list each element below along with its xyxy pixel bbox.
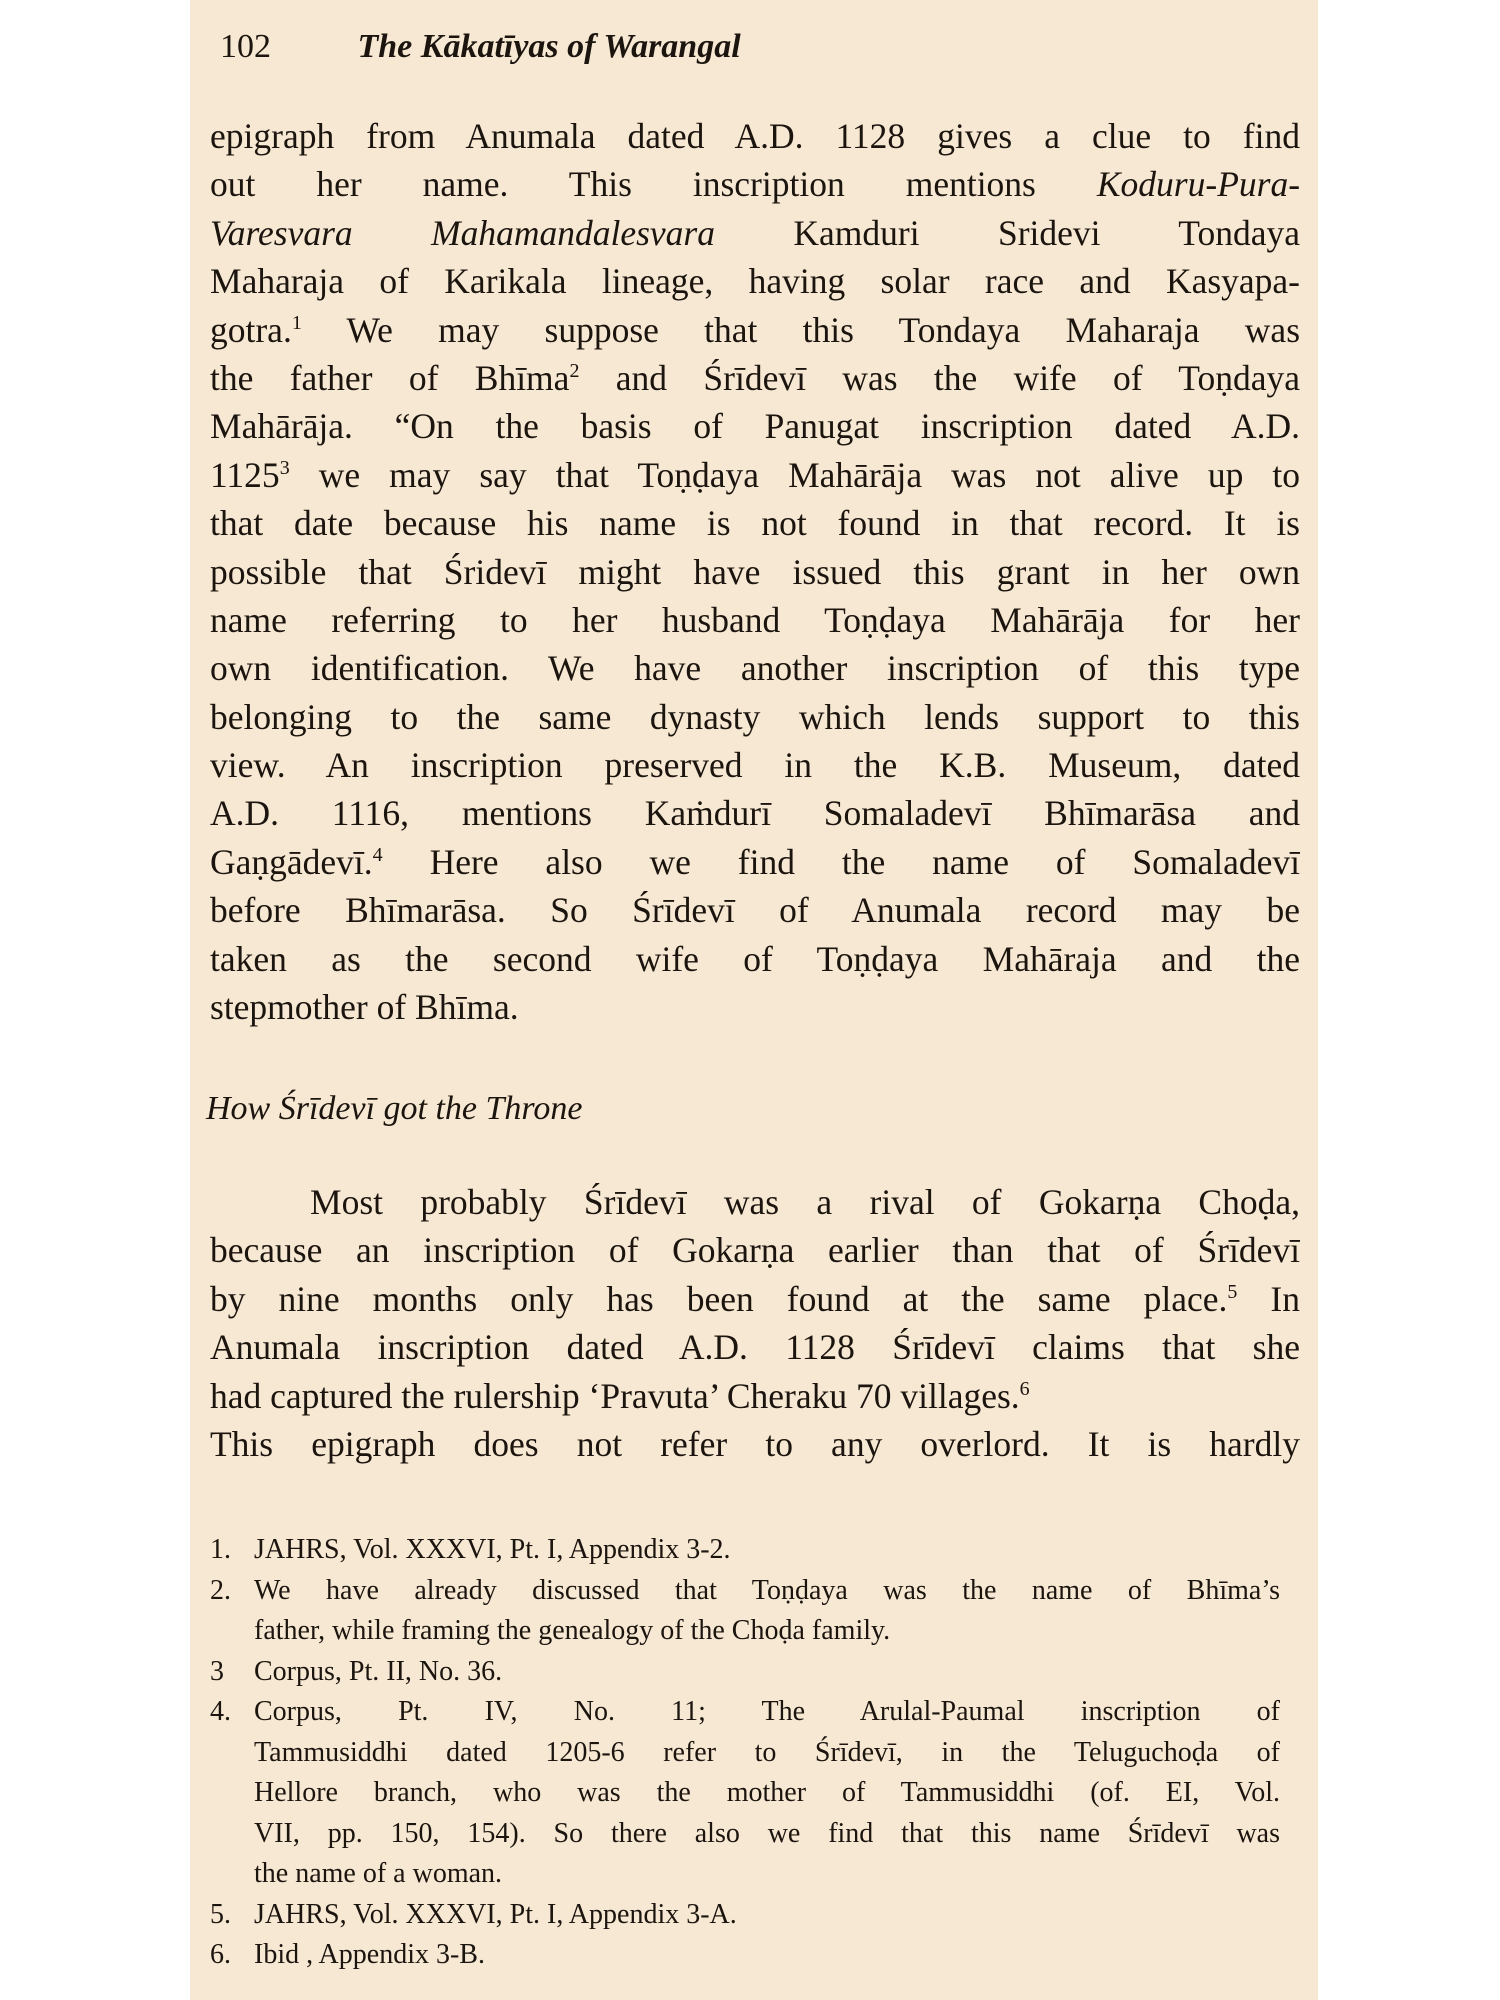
text-line: A.D. 1116, mentions Kaṁdurī Somaladevī Bhīmarāsa and bbox=[210, 793, 1300, 834]
footnote: 3 Corpus, Pt. II, No. 36. bbox=[210, 1655, 503, 1687]
text-line: gotra.$^1$ We may suppose that this Tondaya Maharaja was bbox=[210, 309, 1300, 350]
text-line: Anumala inscription dated A.D. 1128 Śrīdevī claims that she bbox=[210, 1327, 1300, 1368]
page-number: 102 bbox=[220, 28, 271, 65]
footnote-ref: 6 bbox=[1019, 1377, 1030, 1400]
footnote-ref: 2 bbox=[569, 360, 580, 383]
paragraph-1 bbox=[210, 112, 1300, 1031]
footnote: 4. Corpus, Pt. IV, No. 11; The Arulal-Paumal inscription of Tammusiddhi dated 1205-6 refer to Śrīdevī, in the Teluguchoḍa of Hellore branch, who was the mother of Tammusiddhi (of. EI, Vol. VII, pp. 150, 154). So there also we find that this name Śrīdevī was the name of a woman. bbox=[210, 1696, 1280, 1889]
text-line: own identification. We have another inscription of this type bbox=[210, 648, 1300, 689]
text-line: Varesvara Mahamandalesvara Kamduri Sridevi Tondaya bbox=[210, 212, 1300, 253]
text-line: taken as the second wife of Toṇḍaya Mahāraja and the bbox=[210, 938, 1300, 979]
book-page bbox=[190, 0, 1318, 2000]
footnote-ref: 1 bbox=[291, 311, 302, 334]
footnotes bbox=[210, 1530, 1280, 1976]
text-line: before Bhīmarāsa. So Śrīdevī of Anumala record may be bbox=[210, 890, 1300, 931]
text-line: the father of Bhīma$^2$ and Śrīdevī was the wife of Toṇdaya bbox=[210, 357, 1300, 398]
text-line: This epigraph does not refer to any overlord. It is hardly bbox=[210, 1423, 1300, 1464]
footnote: 5. JAHRS, Vol. XXXVI, Pt. I, Appendix 3-A. bbox=[210, 1898, 737, 1930]
section-heading: How Śrīdevī got the Throne bbox=[206, 1090, 583, 1127]
page-header bbox=[220, 28, 741, 66]
text-line: epigraph from Anumala dated A.D. 1128 gives a clue to find bbox=[210, 116, 1300, 156]
text-line: belonging to the same dynasty which lends support to this bbox=[210, 696, 1300, 737]
footnote: 1. JAHRS, Vol. XXXVI, Pt. I, Appendix 3-2. bbox=[210, 1534, 731, 1565]
text-line: name referring to her husband Toṇḍaya Mahārāja for her bbox=[210, 599, 1300, 640]
footnote-ref: 5 bbox=[1227, 1280, 1238, 1303]
text-line: view. An inscription preserved in the K.B. Museum, dated bbox=[210, 745, 1300, 786]
text-line: Maharaja of Karikala lineage, having solar race and Kasyapa- bbox=[210, 261, 1300, 302]
text-line: stepmother of Bhīma. bbox=[210, 987, 519, 1028]
footnote: 6. Ibid , Appendix 3-B. bbox=[210, 1939, 485, 1970]
text-line: possible that Śridevī might have issued this grant in her own bbox=[210, 551, 1300, 592]
text-line: 1125$^3$ we may say that Toṇḍaya Mahārāja was not alive up to bbox=[210, 454, 1300, 495]
text-line: Mahārāja. “On the basis of Panugat inscription dated A.D. bbox=[210, 406, 1300, 447]
text-line: had captured the rulership ‘Pravuta’ Cheraku 70 villages.$^6$ bbox=[210, 1375, 1030, 1416]
text-line: by nine months only has been found at the same place.$^5$ In bbox=[210, 1278, 1300, 1319]
paragraph-2 bbox=[210, 1178, 1300, 1468]
text-line: out her name. This inscription mentions Koduru-Pura- bbox=[210, 164, 1300, 205]
text-line: Most probably Śrīdevī was a rival of Gokarṇa Choḍa, bbox=[310, 1182, 1300, 1222]
text-line: because an inscription of Gokarṇa earlier than that of Śrīdevī bbox=[210, 1230, 1300, 1271]
text-line: that date because his name is not found in that record. It is bbox=[210, 503, 1300, 544]
footnote: 2. We have already discussed that Toṇḍaya was the name of Bhīma’s father, while framing the genealogy of the Choḍa family. bbox=[210, 1574, 1280, 1646]
footnote-ref: 3 bbox=[279, 456, 290, 479]
running-title: The Kākatīyas of Warangal bbox=[357, 28, 741, 65]
text-line: Gaṇgādevī.$^4$ Here also we find the name of Somaladevī bbox=[210, 841, 1300, 882]
footnote-ref: 4 bbox=[372, 844, 383, 867]
